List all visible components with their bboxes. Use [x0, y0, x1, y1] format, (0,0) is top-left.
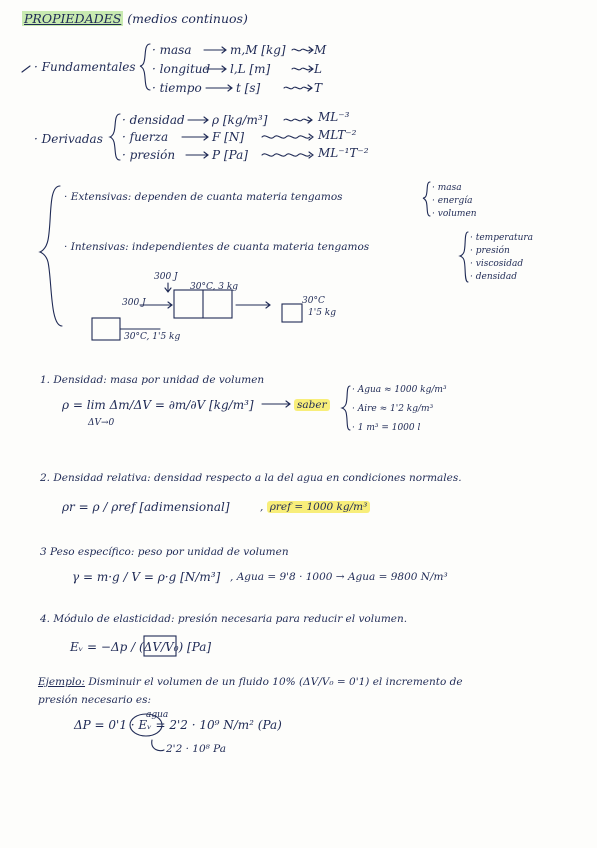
ejemplo-label: Ejemplo: [38, 676, 86, 688]
der-row-fuerza: · fuerza [122, 130, 169, 144]
sec2-highlight: , ρref = 1000 kg/m³ [260, 500, 370, 514]
fund-units-tiempo: t [s] [236, 81, 261, 95]
ejemplo-ev-circle [130, 714, 162, 736]
ejemplo-agua-note: agua [146, 710, 169, 720]
sec1-formula: ρ = lim Δm/ΔV = ∂m/∂V [kg/m³] [62, 398, 254, 412]
sec4-pa-box [144, 636, 176, 656]
sec1-item-agua: · Agua ≈ 1000 kg/m³ [352, 385, 447, 395]
extensivas-item-volumen: · volumen [432, 209, 477, 219]
diagram-right-label1: 30°C [302, 296, 325, 306]
extensivas-text: · Extensivas: dependen de cuanta materia tengamos [64, 191, 343, 203]
ejemplo-calc: ΔP = 0'1 · Eᵥ = 2'2 · 10⁹ N/m² (Pa) [74, 718, 282, 732]
margin-tick [22, 66, 30, 72]
ejemplo-result: 2'2 · 10⁸ Pa [166, 743, 227, 755]
squiggle-presion [262, 152, 313, 158]
arrow-fuerza [182, 134, 208, 140]
squiggle-fuerza [262, 134, 313, 140]
der-units-presion: P [Pa] [212, 148, 248, 162]
sec4-formula: Eᵥ = −Δp / (ΔV/V₀) [Pa] [70, 640, 212, 654]
extensivas-brace [423, 182, 430, 216]
title-main: PROPIEDADES [24, 11, 122, 26]
squiggle-densidad [284, 117, 312, 123]
sec1-item-m3: · 1 m³ = 1000 l [352, 423, 421, 433]
extensivas-item-energia: · energía [432, 196, 473, 206]
squiggle-longitud [292, 66, 313, 72]
diagram-box-label: 30°C, 3 kg [190, 282, 239, 292]
diagram-top-arrow [165, 283, 171, 292]
diagram-in-arrow [140, 302, 172, 308]
extensivas-item-masa: · masa [432, 183, 462, 193]
diagram-left-label: 30°C, 1'5 kg [124, 332, 181, 342]
sec3-formula: γ = m·g / V = ρ·g [N/m³] [72, 570, 221, 584]
arrow-presion [186, 152, 208, 158]
title-sub: (medios continuos) [127, 11, 248, 26]
der-dim-presion: ML⁻¹T⁻² [318, 146, 369, 160]
intensivas-item-temperatura: · temperatura [470, 233, 534, 243]
sec2-heading: 2. Densidad relativa: densidad respecto a la del agua en condiciones normales. [40, 472, 462, 484]
der-row-densidad: · densidad [122, 113, 185, 127]
derivadas-label: · Derivadas [34, 132, 103, 146]
ejemplo-hook [152, 740, 164, 751]
der-dim-densidad: ML⁻³ [318, 110, 350, 124]
sec1-brace [342, 386, 350, 430]
fund-dim-tiempo: T [314, 81, 323, 95]
diagram-right-label2: 1'5 kg [308, 308, 337, 318]
diagram-out-arrow [236, 302, 270, 308]
arrow-longitud [206, 66, 226, 72]
fund-row-masa: · masa [152, 43, 192, 57]
sec3-heading: 3 Peso específico: peso por unidad de volumen [40, 546, 289, 558]
intensivas-item-presion: · presión [470, 246, 510, 256]
sec3-water: , Agua = 9'8 · 1000 → Agua = 9800 N/m³ [230, 571, 448, 583]
diagram-right-box [282, 304, 302, 322]
fund-units-masa: m,M [kg] [230, 43, 286, 57]
intensivas-item-densidad: · densidad [470, 272, 518, 282]
intensivas-item-viscosidad: · viscosidad [470, 259, 524, 269]
diagram-left-heat: 300 J [122, 298, 146, 308]
sec1-heading: 1. Densidad: masa por unidad de volumen [40, 374, 265, 386]
intensivas-brace [460, 232, 468, 282]
fund-row-longitud: · longitud [152, 62, 211, 76]
big-brace [40, 186, 62, 326]
sec4-heading: 4. Módulo de elasticidad: presión necesaria para reducir el volumen. [40, 613, 408, 625]
der-units-fuerza: F [N] [212, 130, 245, 144]
der-row-presion: · presión [122, 148, 176, 162]
fund-dim-masa: M [314, 43, 327, 57]
der-dim-fuerza: MLT⁻² [318, 128, 357, 142]
fundamentales-brace [140, 44, 150, 90]
der-units-densidad: ρ [kg/m³] [212, 113, 268, 127]
derivadas-brace [110, 114, 120, 160]
diagram-top-heat: 300 J [154, 272, 178, 282]
intensivas-text: · Intensivas: independientes de cuanta materia tengamos [64, 241, 370, 253]
arrow-tiempo [206, 85, 232, 91]
fund-units-longitud: l,L [m] [230, 62, 271, 76]
fund-dim-longitud: L [314, 62, 322, 76]
ejemplo-line2: presión necesario es: [38, 694, 152, 706]
arrow-masa [204, 47, 226, 53]
fund-row-tiempo: · tiempo [152, 81, 202, 95]
sec2-formula: ρr = ρ / ρref [adimensional] [62, 500, 230, 514]
sec1-saber: saber [294, 398, 330, 412]
arrow-densidad [188, 117, 208, 123]
ejemplo-text1: Disminuir el volumen de un fluido 10% (ΔV/V₀ = 0'1) el incremento de [88, 676, 463, 688]
fundamentales-label: · Fundamentales [34, 60, 136, 74]
sec1-item-aire: · Aire ≈ 1'2 kg/m³ [352, 404, 434, 414]
sec1-lim-sub: ΔV→0 [88, 418, 115, 428]
squiggle-masa [292, 47, 313, 53]
squiggle-tiempo [284, 85, 312, 91]
sec1-arrow [262, 401, 290, 407]
diagram-left-box [92, 318, 120, 340]
